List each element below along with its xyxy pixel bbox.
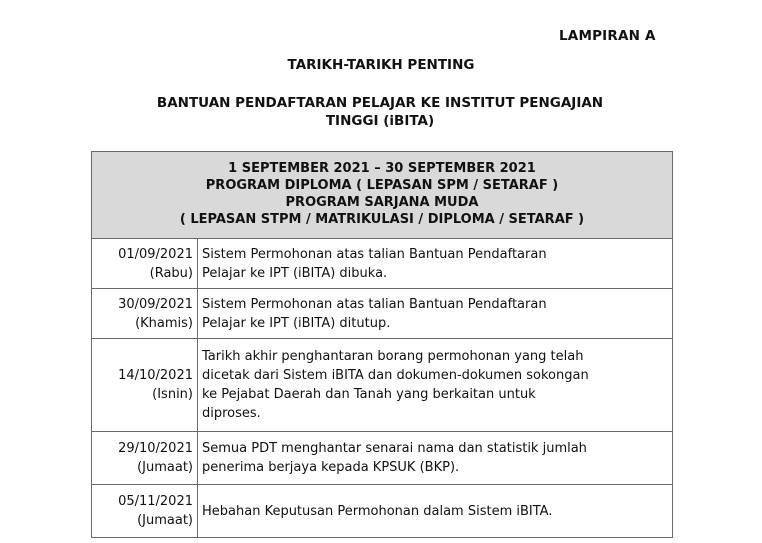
description-line: dicetak dari Sistem iBITA dan dokumen-dokumen sokongan [202, 368, 589, 383]
description-cell [198, 289, 673, 339]
date-cell [92, 289, 198, 339]
description-line: Tarikh akhir penghantaran borang permohonan yang telah [202, 349, 584, 364]
description-cell [198, 485, 673, 538]
document-subtitle [90, 94, 670, 130]
date-value: 30/09/2021 [118, 296, 193, 312]
table-row [92, 339, 673, 432]
description-cell [198, 239, 673, 289]
date-cell [92, 485, 198, 538]
description-line: penerima berjaya kepada KPSUK (BKP). [202, 460, 460, 475]
date-cell [92, 239, 198, 289]
description-line: ke Pejabat Daerah dan Tanah yang berkaitan untuk [202, 387, 536, 402]
period-header-line: 1 SEPTEMBER 2021 – 30 SEPTEMBER 2021 [228, 161, 536, 176]
subtitle-line: BANTUAN PENDAFTARAN PELAJAR KE INSTITUT PENGAJIAN [156, 95, 604, 111]
date-value: 01/09/2021 [118, 246, 193, 262]
date-value: 05/11/2021 [118, 494, 193, 509]
period-header-line: PROGRAM SARJANA MUDA [285, 195, 479, 210]
day-value: (Khamis) [135, 315, 193, 331]
day-value: (Jumaat) [137, 513, 193, 528]
description-cell [198, 432, 673, 485]
period-header [92, 152, 673, 239]
day-value: (Isnin) [152, 387, 193, 402]
date-cell [92, 339, 198, 432]
day-value: (Rabu) [149, 265, 193, 281]
description-line: Hebahan Keputusan Permohonan dalam Sistem iBITA. [202, 503, 553, 519]
date-value: 14/10/2021 [118, 368, 193, 383]
table-row [92, 485, 673, 538]
description-cell [198, 339, 673, 432]
day-value: (Jumaat) [137, 460, 193, 475]
important-dates-table [91, 151, 673, 538]
table-row [92, 239, 673, 289]
date-cell [92, 432, 198, 485]
date-value: 29/10/2021 [118, 441, 193, 456]
description-line: Pelajar ke IPT (iBITA) dibuka. [202, 265, 388, 281]
description-line: Sistem Permohonan atas talian Bantuan Pendaftaran [202, 246, 547, 262]
period-header-line: PROGRAM DIPLOMA ( LEPASAN SPM / SETARAF ) [205, 178, 559, 193]
subtitle-line: TINGGI (iBITA) [325, 113, 435, 129]
document-title: TARIKH-TARIKH PENTING [287, 57, 475, 73]
period-header-line: ( LEPASAN STPM / MATRIKULASI / DIPLOMA / SETARAF ) [179, 212, 585, 227]
description-line: Semua PDT menghantar senarai nama dan statistik jumlah [202, 441, 587, 456]
description-line: Pelajar ke IPT (iBITA) ditutup. [202, 315, 391, 331]
description-line: diproses. [202, 406, 261, 421]
table-row [92, 289, 673, 339]
appendix-label: LAMPIRAN A [559, 28, 656, 44]
period-header-row [92, 152, 673, 239]
description-line: Sistem Permohonan atas talian Bantuan Pendaftaran [202, 296, 547, 312]
table-row [92, 432, 673, 485]
